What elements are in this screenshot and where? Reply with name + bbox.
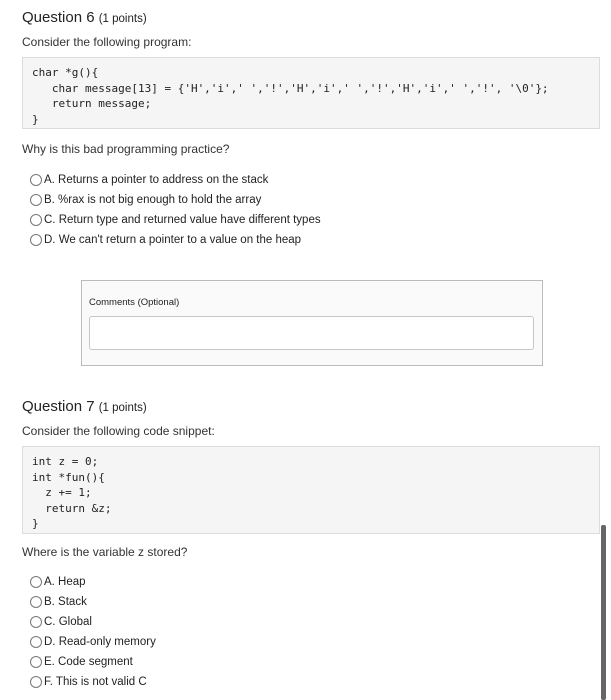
option-label: B. Stack bbox=[44, 596, 87, 608]
question-7-heading: Question 7 bbox=[22, 398, 95, 415]
code-line: int z = 0; bbox=[32, 455, 99, 468]
radio-button[interactable] bbox=[30, 636, 42, 648]
radio-button[interactable] bbox=[30, 616, 42, 628]
scrollbar-thumb[interactable] bbox=[601, 525, 606, 700]
radio-button[interactable] bbox=[30, 676, 42, 688]
radio-button[interactable] bbox=[30, 596, 42, 608]
option-label: C. Return type and returned value have different types bbox=[44, 214, 321, 226]
option-label: D. We can't return a pointer to a value on the heap bbox=[44, 234, 302, 246]
question-7-option-f[interactable] bbox=[30, 674, 147, 690]
question-7-code-block bbox=[22, 446, 600, 534]
option-label: C. Global bbox=[44, 616, 92, 628]
question-6-option-b[interactable] bbox=[30, 192, 261, 208]
code-line: char message[13] = {'H','i',' ','!','H','i',' ','!','H','i',' ','!', '\0'}; bbox=[32, 81, 549, 95]
question-7-option-e[interactable] bbox=[30, 654, 133, 670]
question-7-option-a[interactable] bbox=[30, 574, 86, 590]
radio-button[interactable] bbox=[30, 234, 42, 246]
code-line: } bbox=[32, 112, 39, 126]
question-6-option-a[interactable] bbox=[30, 172, 268, 188]
radio-button[interactable] bbox=[30, 656, 42, 668]
option-label: A. Returns a pointer to address on the stack bbox=[44, 174, 269, 186]
question-7-points: (1 points) bbox=[98, 402, 147, 414]
question-7-option-d[interactable] bbox=[30, 634, 156, 650]
question-6-heading: Question 6 bbox=[22, 9, 95, 26]
code-line: char *g(){ bbox=[32, 66, 99, 79]
question-6-code-block bbox=[22, 57, 600, 129]
radio-button[interactable] bbox=[30, 194, 42, 206]
option-label: B. %rax is not big enough to hold the array bbox=[44, 194, 262, 206]
comments-input[interactable] bbox=[89, 316, 534, 350]
option-label: D. Read-only memory bbox=[44, 636, 156, 648]
question-7-option-c[interactable] bbox=[30, 614, 92, 630]
code-line: return message; bbox=[32, 97, 152, 110]
radio-button[interactable] bbox=[30, 576, 42, 588]
question-7-prompt: Consider the following code snippet: bbox=[22, 424, 215, 438]
code-line: z += 1; bbox=[32, 486, 92, 499]
question-6-option-d[interactable] bbox=[30, 232, 301, 248]
question-7-question: Where is the variable z stored? bbox=[22, 545, 188, 559]
question-6-title bbox=[22, 9, 147, 26]
question-7-option-b[interactable] bbox=[30, 594, 87, 610]
option-label: F. This is not valid C bbox=[44, 676, 147, 688]
radio-button[interactable] bbox=[30, 214, 42, 226]
comments-label: Comments (Optional) bbox=[89, 297, 180, 308]
code-line: } bbox=[32, 517, 39, 530]
option-label: E. Code segment bbox=[44, 656, 133, 668]
question-6-question: Why is this bad programming practice? bbox=[22, 142, 230, 156]
radio-button[interactable] bbox=[30, 174, 42, 186]
option-label: A. Heap bbox=[44, 576, 86, 588]
question-7-title bbox=[22, 398, 147, 415]
question-6-points: (1 points) bbox=[98, 13, 147, 25]
code-line: return &z; bbox=[32, 501, 112, 515]
question-6-prompt: Consider the following program: bbox=[22, 35, 192, 49]
question-6-option-c[interactable] bbox=[30, 212, 321, 228]
code-line: int *fun(){ bbox=[32, 470, 105, 484]
comments-panel bbox=[81, 280, 543, 366]
